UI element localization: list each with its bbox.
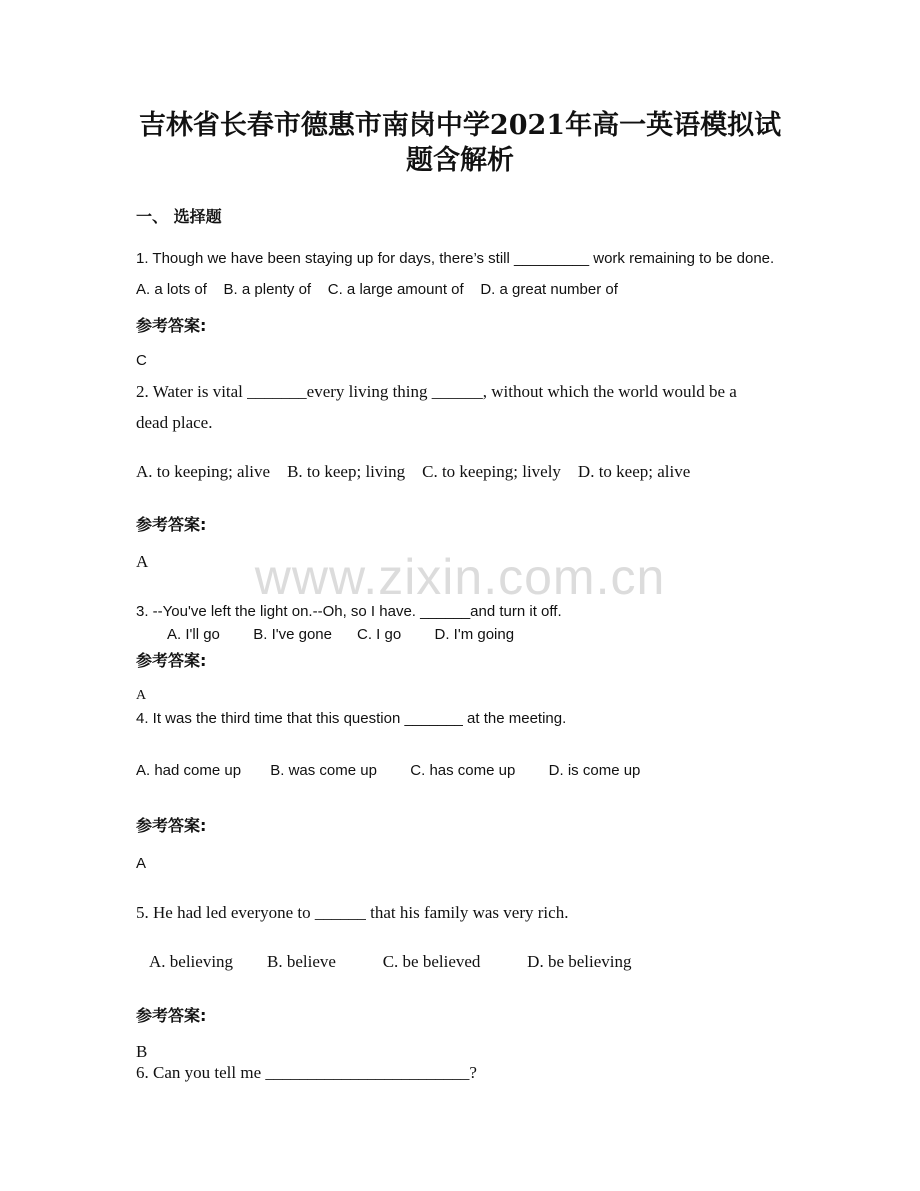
answer-4: A (136, 855, 147, 872)
document-title-line1: 吉林省长春市德惠市南岗中学2021年高一英语模拟试 (138, 110, 782, 141)
document-title-line2: 题含解析 (406, 145, 514, 176)
answer-label-2: 参考答案: (136, 515, 207, 534)
question-3-options: A. I'll go B. I've gone C. I go D. I'm going (167, 626, 515, 643)
question-2-stem: 2. Water is vital _______every living thing ______, without which the world would be a (136, 382, 737, 401)
answer-5: B (136, 1042, 148, 1061)
answer-2: A (136, 552, 149, 571)
question-1-stem: 1. Though we have been staying up for days, there’s still _________ work remaining to be done. (136, 250, 775, 267)
watermark: www.zixin.com.cn (254, 549, 666, 605)
question-5-options: A. believing B. believe C. be believed D. be believing (149, 952, 632, 971)
question-3-stem: 3. --You've left the light on.--Oh, so I have. ______and turn it off. (136, 603, 562, 620)
section-heading: 一、 选择题 (136, 207, 222, 226)
question-5-stem: 5. He had led everyone to ______ that his family was very rich. (136, 903, 569, 922)
question-6-stem: 6. Can you tell me ________________________? (136, 1063, 477, 1082)
answer-label-3: 参考答案: (136, 651, 207, 670)
question-2-options: A. to keeping; alive B. to keep; living C. to keeping; lively D. to keep; alive (136, 462, 691, 481)
question-4-stem: 4. It was the third time that this question _______ at the meeting. (136, 710, 567, 727)
question-4-options: A. had come up B. was come up C. has come up D. is come up (136, 762, 641, 779)
answer-1: C (136, 352, 147, 369)
question-2-stem-cont: dead place. (136, 413, 213, 432)
answer-label-4: 参考答案: (136, 816, 207, 835)
answer-label-1: 参考答案: (136, 316, 207, 335)
answer-label-5: 参考答案: (136, 1006, 207, 1025)
answer-3: A (136, 688, 147, 703)
question-1-options: A. a lots of B. a plenty of C. a large amount of D. a great number of (136, 281, 618, 298)
